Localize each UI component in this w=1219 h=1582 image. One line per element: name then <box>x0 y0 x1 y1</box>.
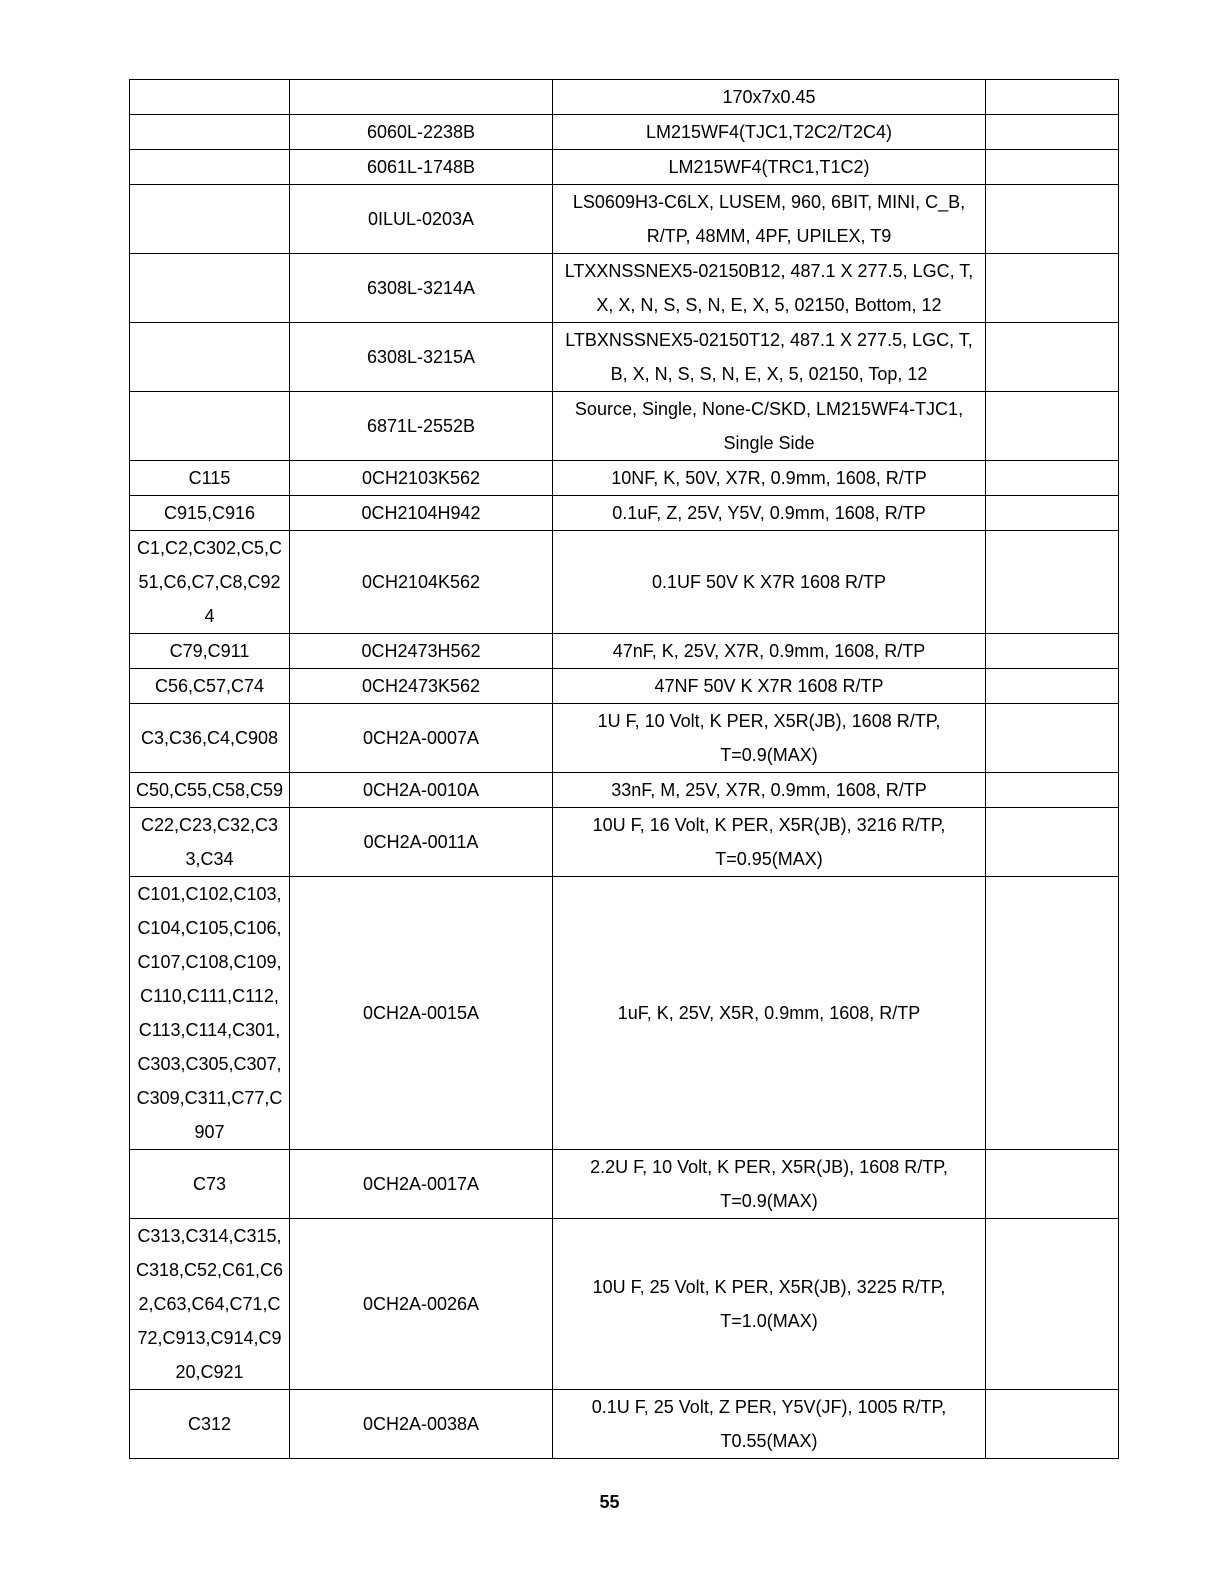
part-number-cell: 0CH2104K562 <box>290 531 553 634</box>
table-row <box>130 634 1119 669</box>
table-row <box>130 461 1119 496</box>
parts-list-table <box>129 79 1119 1459</box>
part-number-cell: 0CH2104H942 <box>290 496 553 531</box>
table-row <box>130 704 1119 773</box>
part-number-cell: 6871L-2552B <box>290 392 553 461</box>
description-cell: LTXXNSSNEX5-02150B12, 487.1 X 277.5, LGC, T, X, X, N, S, S, N, E, X, 5, 02150, Bottom, 12 <box>553 254 986 323</box>
remark-cell <box>986 392 1119 461</box>
description-cell: 0.1UF 50V K X7R 1608 R/TP <box>553 531 986 634</box>
table-row <box>130 1219 1119 1390</box>
remark-cell <box>986 1390 1119 1459</box>
description-cell: 10NF, K, 50V, X7R, 0.9mm, 1608, R/TP <box>553 461 986 496</box>
table-row <box>130 115 1119 150</box>
remark-cell <box>986 80 1119 115</box>
description-cell: LM215WF4(TJC1,T2C2/T2C4) <box>553 115 986 150</box>
table-row <box>130 80 1119 115</box>
location-cell <box>130 323 290 392</box>
location-cell <box>130 80 290 115</box>
table-row <box>130 773 1119 808</box>
location-cell: C50,C55,C58,C59 <box>130 773 290 808</box>
description-cell: 47NF 50V K X7R 1608 R/TP <box>553 669 986 704</box>
location-cell: C22,C23,C32,C33,C34 <box>130 808 290 877</box>
table-row <box>130 185 1119 254</box>
table-row <box>130 808 1119 877</box>
part-number-cell: 0CH2A-0026A <box>290 1219 553 1390</box>
part-number-cell <box>290 80 553 115</box>
table-row <box>130 496 1119 531</box>
remark-cell <box>986 1150 1119 1219</box>
location-cell <box>130 185 290 254</box>
part-number-cell: 0ILUL-0203A <box>290 185 553 254</box>
table-row <box>130 392 1119 461</box>
location-cell: C3,C36,C4,C908 <box>130 704 290 773</box>
remark-cell <box>986 669 1119 704</box>
location-cell: C115 <box>130 461 290 496</box>
page-number: 55 <box>599 1492 620 1512</box>
part-number-cell: 6308L-3214A <box>290 254 553 323</box>
part-number-cell: 0CH2A-0010A <box>290 773 553 808</box>
table-row <box>130 877 1119 1150</box>
remark-cell <box>986 877 1119 1150</box>
remark-cell <box>986 115 1119 150</box>
description-cell: LM215WF4(TRC1,T1C2) <box>553 150 986 185</box>
description-cell: Source, Single, None-C/SKD, LM215WF4-TJC1, Single Side <box>553 392 986 461</box>
table-row <box>130 150 1119 185</box>
location-cell: C73 <box>130 1150 290 1219</box>
part-number-cell: 0CH2A-0038A <box>290 1390 553 1459</box>
remark-cell <box>986 531 1119 634</box>
table-row <box>130 1150 1119 1219</box>
table-row <box>130 531 1119 634</box>
description-cell: LS0609H3-C6LX, LUSEM, 960, 6BIT, MINI, C_B, R/TP, 48MM, 4PF, UPILEX, T9 <box>553 185 986 254</box>
part-number-cell: 6308L-3215A <box>290 323 553 392</box>
location-cell: C313,C314,C315,C318,C52,C61,C62,C63,C64,C71,C72,C913,C914,C920,C921 <box>130 1219 290 1390</box>
description-cell: 0.1U F, 25 Volt, Z PER, Y5V(JF), 1005 R/TP, T0.55(MAX) <box>553 1390 986 1459</box>
description-cell: 10U F, 25 Volt, K PER, X5R(JB), 3225 R/TP, T=1.0(MAX) <box>553 1219 986 1390</box>
location-cell <box>130 150 290 185</box>
part-number-cell: 0CH2103K562 <box>290 461 553 496</box>
remark-cell <box>986 773 1119 808</box>
description-cell: LTBXNSSNEX5-02150T12, 487.1 X 277.5, LGC, T, B, X, N, S, S, N, E, X, 5, 02150, Top, 12 <box>553 323 986 392</box>
table-row <box>130 669 1119 704</box>
description-cell: 170x7x0.45 <box>553 80 986 115</box>
part-number-cell: 6060L-2238B <box>290 115 553 150</box>
part-number-cell: 0CH2A-0017A <box>290 1150 553 1219</box>
table-row <box>130 1390 1119 1459</box>
remark-cell <box>986 150 1119 185</box>
location-cell: C312 <box>130 1390 290 1459</box>
remark-cell <box>986 254 1119 323</box>
table-row <box>130 254 1119 323</box>
location-cell <box>130 392 290 461</box>
description-cell: 2.2U F, 10 Volt, K PER, X5R(JB), 1608 R/TP, T=0.9(MAX) <box>553 1150 986 1219</box>
table-row <box>130 323 1119 392</box>
remark-cell <box>986 1219 1119 1390</box>
part-number-cell: 0CH2A-0015A <box>290 877 553 1150</box>
part-number-cell: 0CH2473H562 <box>290 634 553 669</box>
remark-cell <box>986 704 1119 773</box>
remark-cell <box>986 496 1119 531</box>
remark-cell <box>986 185 1119 254</box>
remark-cell <box>986 461 1119 496</box>
part-number-cell: 6061L-1748B <box>290 150 553 185</box>
location-cell: C101,C102,C103,C104,C105,C106,C107,C108,C109,C110,C111,C112,C113,C114,C301,C303,C305,C307,C309,C311,C77,C907 <box>130 877 290 1150</box>
description-cell: 0.1uF, Z, 25V, Y5V, 0.9mm, 1608, R/TP <box>553 496 986 531</box>
remark-cell <box>986 634 1119 669</box>
part-number-cell: 0CH2A-0011A <box>290 808 553 877</box>
location-cell <box>130 115 290 150</box>
remark-cell <box>986 323 1119 392</box>
part-number-cell: 0CH2473K562 <box>290 669 553 704</box>
location-cell: C1,C2,C302,C5,C51,C6,C7,C8,C924 <box>130 531 290 634</box>
description-cell: 10U F, 16 Volt, K PER, X5R(JB), 3216 R/TP, T=0.95(MAX) <box>553 808 986 877</box>
description-cell: 33nF, M, 25V, X7R, 0.9mm, 1608, R/TP <box>553 773 986 808</box>
description-cell: 47nF, K, 25V, X7R, 0.9mm, 1608, R/TP <box>553 634 986 669</box>
part-number-cell: 0CH2A-0007A <box>290 704 553 773</box>
location-cell: C79,C911 <box>130 634 290 669</box>
description-cell: 1uF, K, 25V, X5R, 0.9mm, 1608, R/TP <box>553 877 986 1150</box>
description-cell: 1U F, 10 Volt, K PER, X5R(JB), 1608 R/TP, T=0.9(MAX) <box>553 704 986 773</box>
remark-cell <box>986 808 1119 877</box>
location-cell: C56,C57,C74 <box>130 669 290 704</box>
location-cell: C915,C916 <box>130 496 290 531</box>
location-cell <box>130 254 290 323</box>
